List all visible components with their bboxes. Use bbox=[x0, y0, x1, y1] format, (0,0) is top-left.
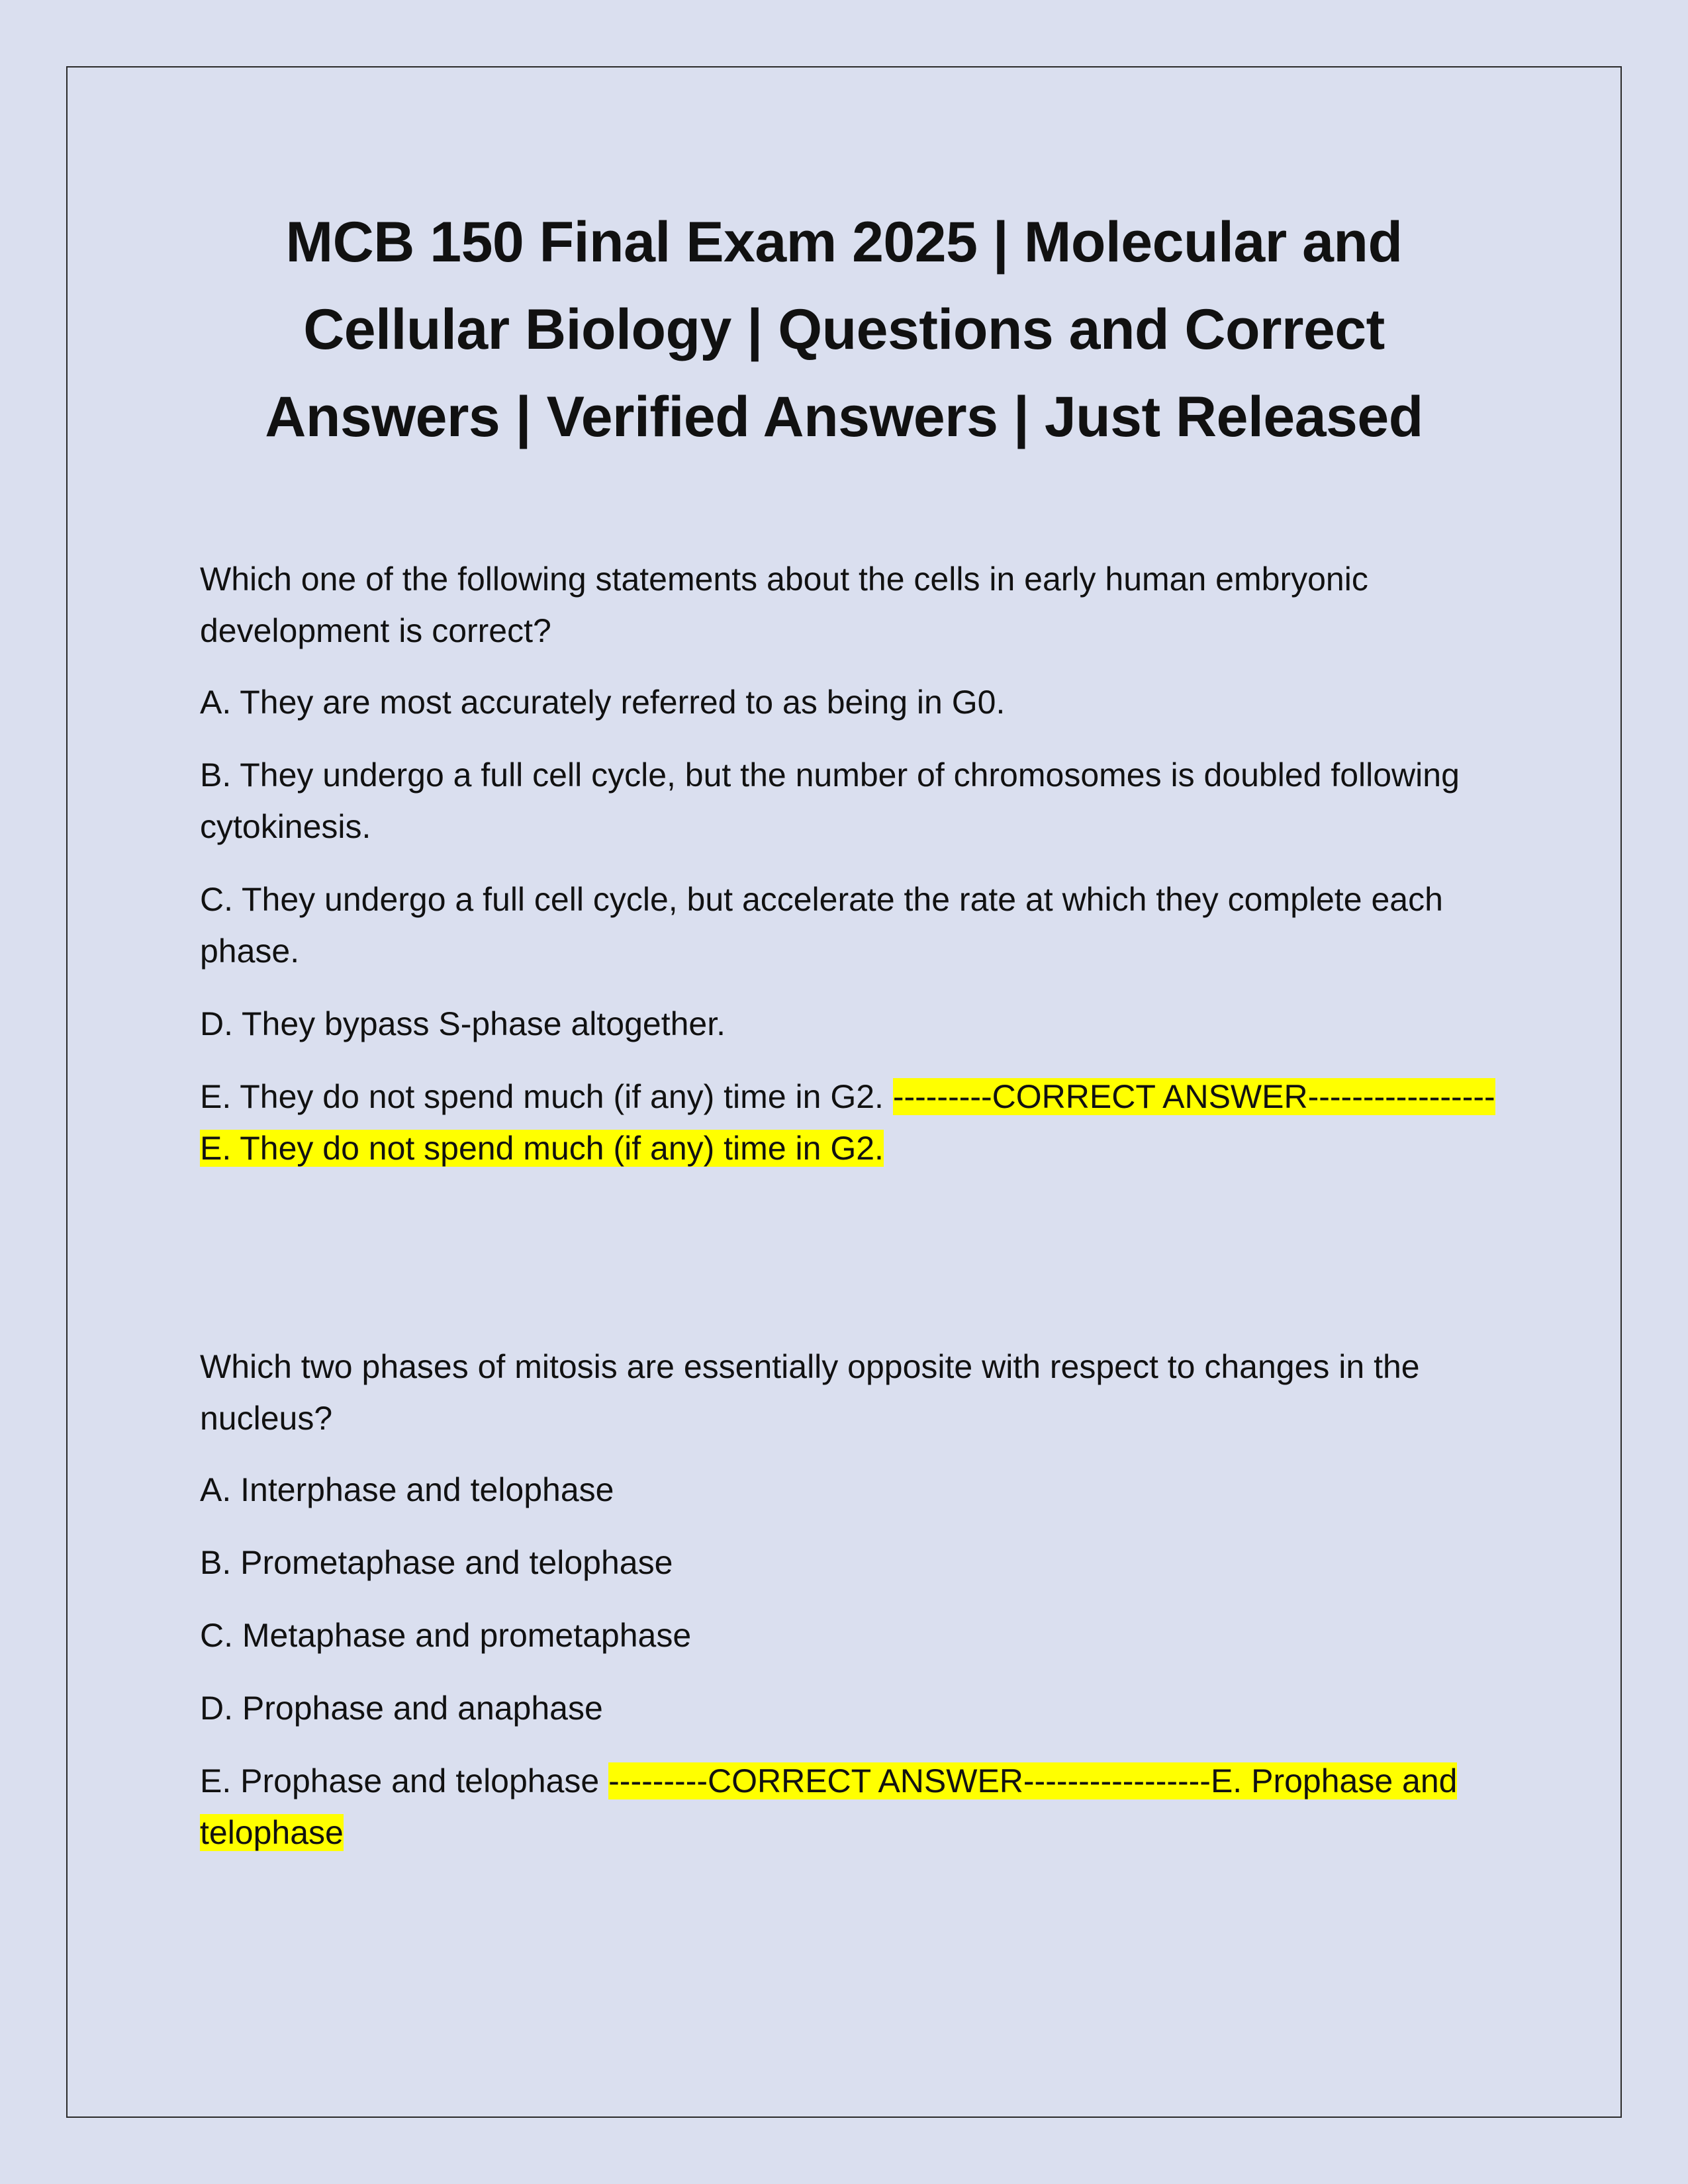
option-e: E. Prophase and telophase bbox=[200, 1762, 600, 1799]
question-text: Which one of the following statements about the cells in early human embryonic development is correct? bbox=[200, 561, 1368, 649]
option-c: C. They undergo a full cell cycle, but accelerate the rate at which they complete each phase. bbox=[200, 881, 1443, 970]
question-text: Which two phases of mitosis are essentially opposite with respect to changes in the nucleus? bbox=[200, 1348, 1420, 1437]
option-d: D. Prophase and anaphase bbox=[200, 1690, 603, 1727]
option-e: E. They do not spend much (if any) time in G2. bbox=[200, 1078, 884, 1115]
question-1 bbox=[200, 553, 1497, 1195]
option-b: B. Prometaphase and telophase bbox=[200, 1544, 673, 1581]
document-title: MCB 150 Final Exam 2025 | Molecular and Cellular Biology | Questions and Correct Answers | Verified Answers | Just Released bbox=[265, 210, 1423, 449]
option-a: A. They are most accurately referred to as being in G0. bbox=[200, 684, 1006, 721]
option-c: C. Metaphase and prometaphase bbox=[200, 1617, 692, 1654]
option-b: B. They undergo a full cell cycle, but the number of chromosomes is doubled following cytokinesis. bbox=[200, 756, 1460, 845]
correct-answer-highlight: ---------CORRECT ANSWER-----------------E. Prophase and telophase bbox=[200, 1762, 1458, 1851]
correct-answer-highlight: ---------CORRECT ANSWER-----------------E. They do not spend much (if any) time in G2. bbox=[200, 1078, 1495, 1167]
option-e-with-answer bbox=[200, 1755, 1497, 1858]
option-a: A. Interphase and telophase bbox=[200, 1471, 614, 1508]
option-e-with-answer bbox=[200, 1071, 1497, 1174]
question-2 bbox=[200, 1341, 1497, 1880]
option-d: D. They bypass S-phase altogether. bbox=[200, 1005, 726, 1042]
